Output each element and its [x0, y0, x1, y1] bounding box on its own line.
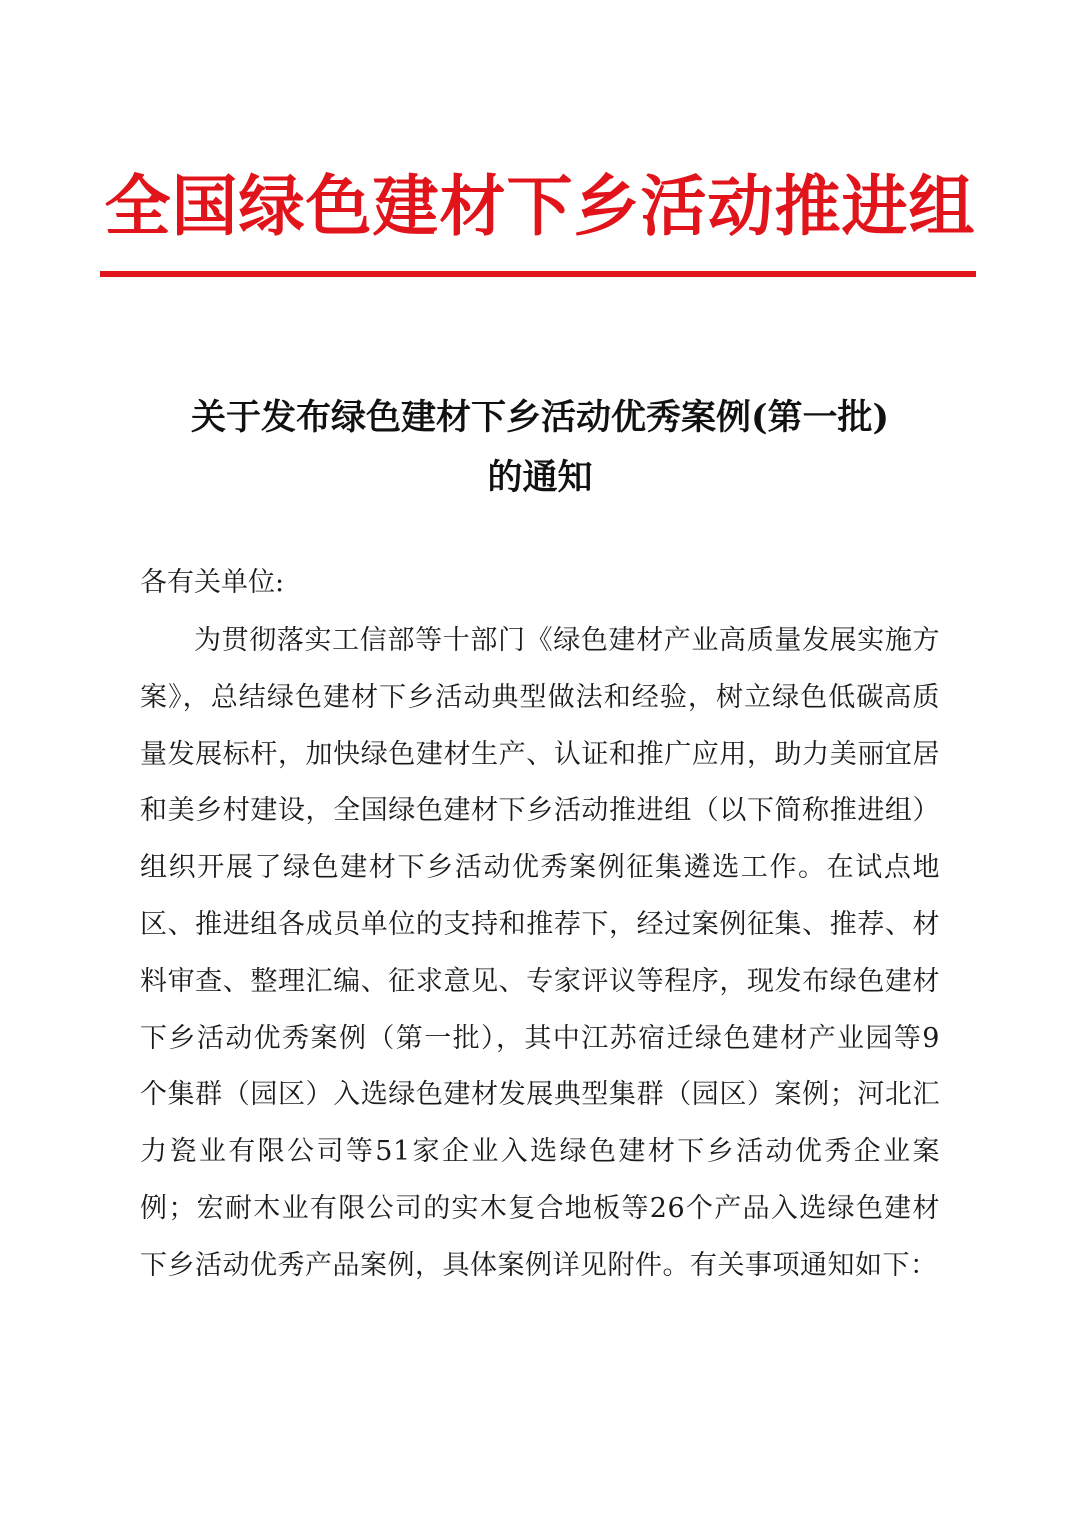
document-title [80, 388, 1000, 508]
red-divider-line [100, 271, 976, 277]
salutation: 各有关单位: [140, 567, 285, 598]
body-paragraph: 为贯彻落实工信部等十部门《绿色建材产业高质量发展实施方案》，总结绿色建材下乡活动典型做法和经验，树立绿色低碳高质量发展标杆，加快绿色建材生产、认证和推广应用，助力美丽宜居和美乡村建设，全国绿色建材下乡活动推进组（以下简称推进组）组织开展了绿色建材下乡活动优秀案例征集遴选工作。在试点地区、推进组各成员单位的支持和推荐下，经过案例征集、推荐、材料审查、整理汇编、征求意见、专家评议等程序，现发布绿色建材下乡活动优秀案例（第一批），其中江苏宿迁绿色建材产业园等9个集群（园区）入选绿色建材发展典型集群（园区）案例；河北汇力瓷业有限公司等51家企业入选绿色建材下乡活动优秀企业案例；宏耐木业有限公司的实木复合地板等26个产品入选绿色建材下乡活动优秀产品案例，具体案例详见附件。有关事项通知如下： [140, 625, 940, 1281]
issuing-organization-header: 全国绿色建材下乡活动推进组 [104, 168, 976, 245]
document-title-line-2: 的通知 [487, 457, 593, 498]
document-title-line-1: 关于发布绿色建材下乡活动优秀案例(第一批) [190, 397, 890, 438]
